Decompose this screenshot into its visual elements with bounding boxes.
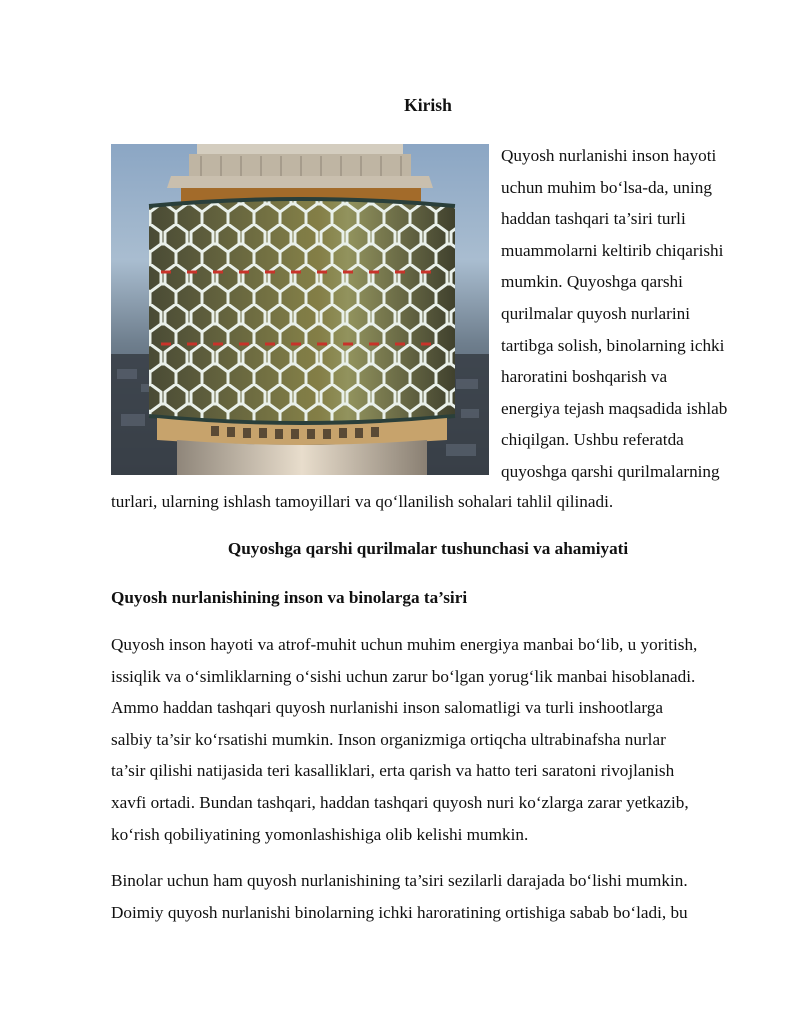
subsection-heading: Quyosh nurlanishining inson va binolarga ta’siri: [111, 588, 468, 607]
paragraph-line: ta’sir qilishi natijasida teri kasalliklari, erta qarish va hatto teri saratoni rivojlanish: [111, 761, 675, 781]
paragraph-line: ko‘rish qobiliyatining yomonlashishiga olib kelishi mumkin.: [111, 824, 529, 844]
intro-line: uchun muhim bo‘lsa-da, uning: [501, 177, 712, 197]
body-paragraph-1: [111, 629, 751, 850]
paragraph-line: issiqlik va o‘simliklarning o‘sishi uchun zarur bo‘lgan yorug‘lik manbai hisoblanadi.: [111, 666, 696, 686]
body-paragraph-2: [111, 865, 751, 928]
paragraph-line: Ammo haddan tashqari quyosh nurlanishi inson salomatligi va turli inshootlarga: [111, 698, 663, 718]
section-heading: Quyoshga qarshi qurilmalar tushunchasi va ahamiyati: [227, 539, 629, 558]
intro-line: qurilmalar quyosh nurlarini: [501, 303, 691, 323]
paragraph-line: salbiy ta’sir ko‘rsatishi mumkin. Inson organizmiga ortiqcha ultrabinafsha nurlar: [111, 729, 666, 749]
page-title: Kirish: [404, 95, 452, 115]
paragraph-line: Binolar uchun ham quyosh nurlanishining ta’siri sezilarli darajada bo‘lishi mumkin.: [111, 871, 688, 890]
intro-line: chiqilgan. Ushbu referatda: [501, 430, 684, 450]
intro-paragraph-wrapped: [501, 140, 751, 488]
intro-line: mumkin. Quyoshga qarshi: [501, 272, 683, 292]
intro-line: quyoshga qarshi qurilmalarning: [501, 461, 720, 481]
intro-paragraph-tail: turlari, ularning ishlash tamoyillari va qo‘llanilish sohalari tahlil qilinadi.: [111, 492, 614, 511]
paragraph-line: xavfi ortadi. Bundan tashqari, haddan tashqari quyosh nuri ko‘zlarga zarar yetkazib,: [111, 792, 689, 812]
paragraph-line: Quyosh inson hayoti va atrof-muhit uchun muhim energiya manbai bo‘lib, u yoritish,: [111, 635, 698, 654]
intro-line: tartibga solish, binolarning ichki: [501, 335, 725, 355]
intro-line: haddan tashqari ta’siri turli: [501, 209, 686, 229]
tower-photo: [111, 144, 489, 475]
intro-line: haroratini boshqarish va: [501, 367, 668, 387]
paragraph-line: Doimiy quyosh nurlanishi binolarning ichki haroratining ortishiga sabab bo‘ladi, bu: [111, 902, 688, 922]
intro-line: Quyosh nurlanishi inson hayoti: [501, 146, 717, 165]
intro-line: muammolarni keltirib chiqarishi: [501, 240, 724, 260]
intro-line: energiya tejash maqsadida ishlab: [501, 398, 728, 418]
